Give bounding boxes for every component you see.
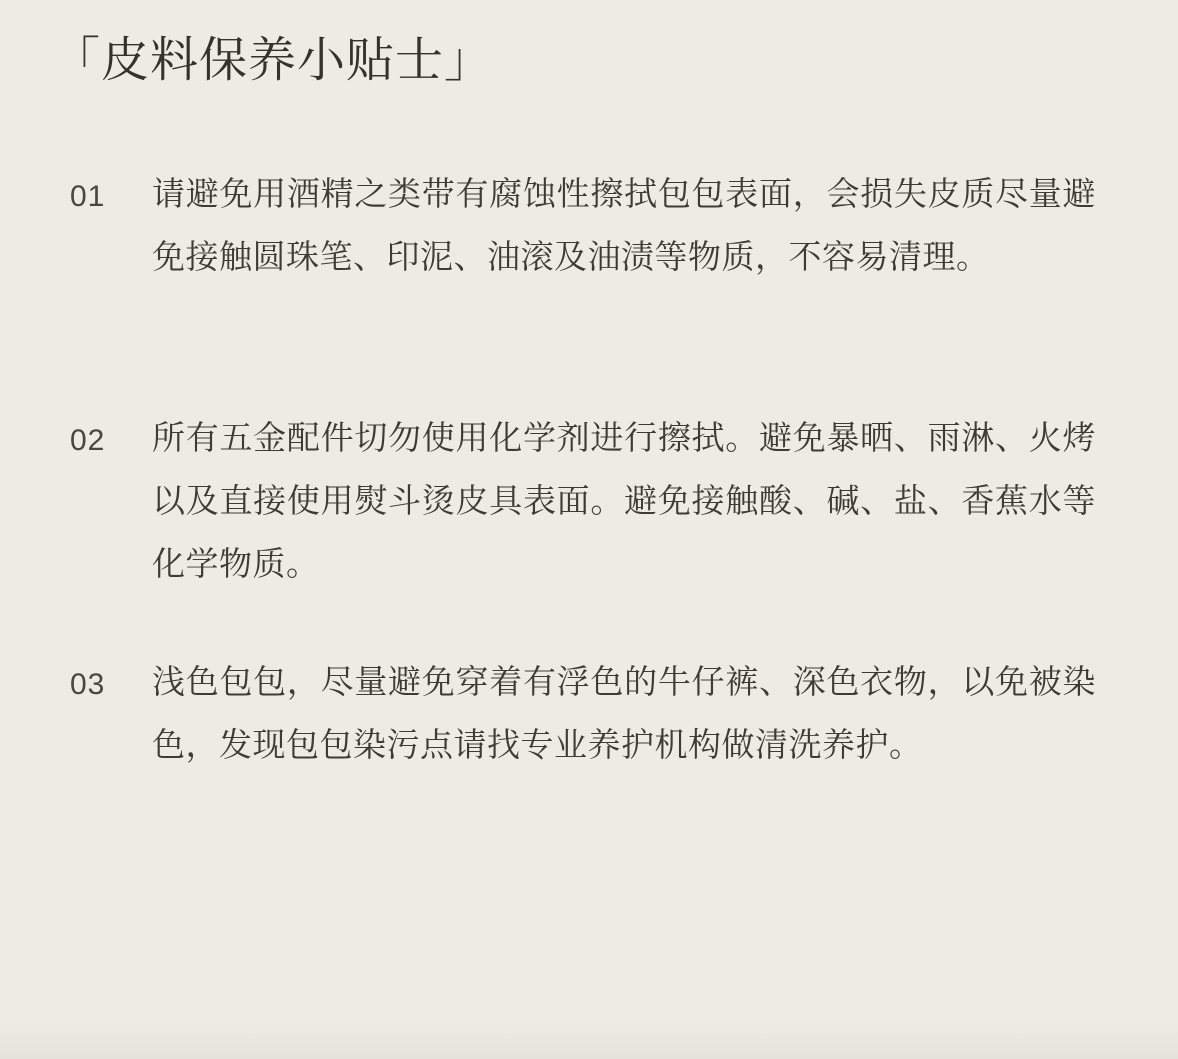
tip-item — [0, 162, 1178, 406]
page-title: 「皮料保养小贴士」 — [52, 32, 494, 88]
bottom-edge — [0, 1025, 1178, 1059]
tip-item — [0, 650, 1178, 894]
tip-item — [0, 406, 1178, 650]
tip-number: 02 — [70, 424, 106, 457]
tip-number: 01 — [70, 180, 106, 213]
tip-number: 03 — [70, 668, 106, 701]
tip-text: 所有五金配件切勿使用化学剂进行擦拭。避免暴晒、雨淋、火烤以及直接使用熨斗烫皮具表面。避免接触酸、碱、盐、香蕉水等化学物质。 — [152, 418, 1096, 583]
tips-list — [0, 162, 1178, 894]
tip-text: 浅色包包，尽量避免穿着有浮色的牛仔裤、深色衣物，以免被染色，发现包包染污点请找专业养护机构做清洗养护。 — [152, 662, 1096, 764]
tip-text: 请避免用酒精之类带有腐蚀性擦拭包包表面，会损失皮质尽量避免接触圆珠笔、印泥、油滚及油渍等物质，不容易清理。 — [152, 174, 1096, 276]
